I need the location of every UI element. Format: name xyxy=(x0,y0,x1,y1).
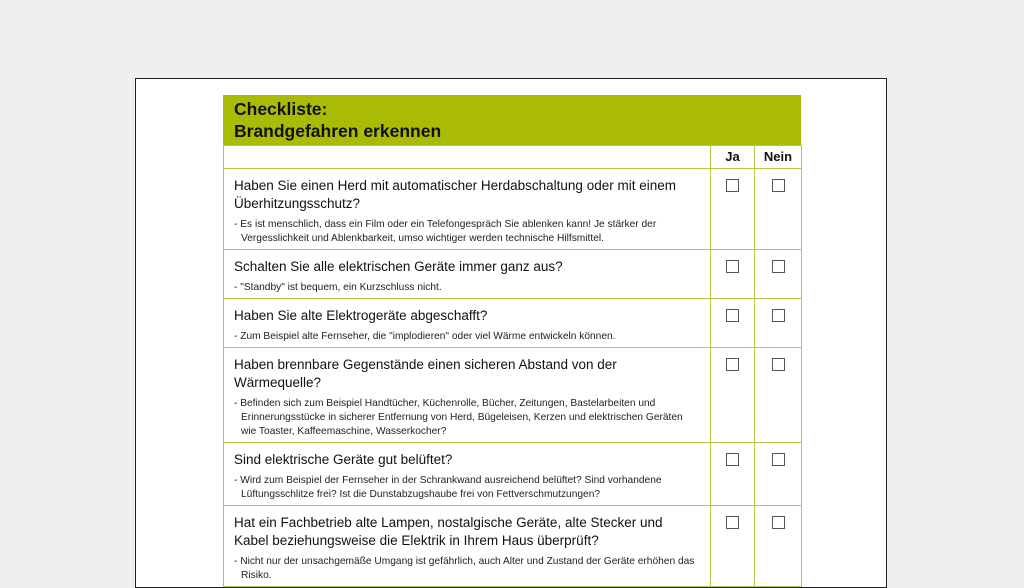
question-text: Schalten Sie alle elektrischen Geräte immer ganz aus? xyxy=(234,259,563,274)
yes-checkbox[interactable] xyxy=(726,309,739,322)
question-cell xyxy=(224,250,711,299)
checklist-row xyxy=(224,250,802,299)
no-cell xyxy=(755,169,802,250)
column-header-row xyxy=(224,146,802,169)
question-note: - Zum Beispiel alte Fernseher, die "implodieren" oder viel Wärme entwickeln können. xyxy=(234,331,616,342)
yes-checkbox[interactable] xyxy=(726,358,739,371)
yes-cell xyxy=(711,250,755,299)
no-checkbox[interactable] xyxy=(772,358,785,371)
no-column-header: Nein xyxy=(755,146,802,169)
question-note: - Es ist menschlich, dass ein Film oder ein Telefongespräch Sie ablenken kann! Je stärker der Vergesslichkeit und Ablenkbarkeit, umso wichtiger werden technische Hilfsmittel. xyxy=(234,219,657,244)
checklist-row xyxy=(224,443,802,506)
question-text: Haben Sie einen Herd mit automatischer Herdabschaltung oder mit einem Überhitzungsschutz? xyxy=(234,178,676,211)
no-checkbox[interactable] xyxy=(772,179,785,192)
no-checkbox[interactable] xyxy=(772,516,785,529)
question-cell xyxy=(224,443,711,506)
question-cell xyxy=(224,348,711,443)
checklist-header xyxy=(223,95,801,145)
no-checkbox[interactable] xyxy=(772,453,785,466)
checklist-title-line2: Brandgefahren erkennen xyxy=(234,121,442,141)
checklist-row xyxy=(224,299,802,348)
yes-checkbox[interactable] xyxy=(726,453,739,466)
checklist-row xyxy=(224,506,802,587)
question-note: - Nicht nur der unsachgemäße Umgang ist gefährlich, auch Alter und Zustand der Geräte erhöhen das Risiko. xyxy=(234,556,695,581)
question-cell xyxy=(224,506,711,587)
question-note: - Befinden sich zum Beispiel Handtücher, Küchenrolle, Bücher, Zeitungen, Bastelarbeiten und Erinnerungsstücke in sicherer Entfernung von Herd, Bügeleisen, Kerzen und elektrischen Geräten wie Toaster, Kaffeemaschine, Wasserkocher? xyxy=(234,398,683,437)
question-note: - "Standby" ist bequem, ein Kurzschluss nicht. xyxy=(234,282,442,293)
question-text: Haben brennbare Gegenstände einen sicheren Abstand von der Wärmequelle? xyxy=(234,357,617,390)
no-cell xyxy=(755,443,802,506)
question-text: Hat ein Fachbetrieb alte Lampen, nostalgische Geräte, alte Stecker und Kabel beziehungsweise die Elektrik in Ihrem Haus überprüft? xyxy=(234,515,663,548)
question-cell xyxy=(224,169,711,250)
checklist-sheet xyxy=(223,95,801,587)
yes-checkbox[interactable] xyxy=(726,516,739,529)
no-cell xyxy=(755,506,802,587)
question-column-header xyxy=(224,146,711,169)
question-text: Sind elektrische Geräte gut belüftet? xyxy=(234,452,453,467)
no-checkbox[interactable] xyxy=(772,309,785,322)
question-text: Haben Sie alte Elektrogeräte abgeschafft? xyxy=(234,308,488,323)
question-note: - Wird zum Beispiel der Fernseher in der Schrankwand ausreichend belüftet? Sind vorhandene Lüftungsschlitze frei? Ist die Dunstabzugshaube frei von Fettverschmutzungen? xyxy=(234,475,662,500)
yes-cell xyxy=(711,348,755,443)
yes-cell xyxy=(711,299,755,348)
no-cell xyxy=(755,250,802,299)
yes-column-header: Ja xyxy=(711,146,755,169)
yes-checkbox[interactable] xyxy=(726,179,739,192)
yes-cell xyxy=(711,443,755,506)
document-frame xyxy=(135,78,887,588)
yes-cell xyxy=(711,506,755,587)
yes-cell xyxy=(711,169,755,250)
checklist-table xyxy=(223,145,802,587)
no-cell xyxy=(755,348,802,443)
no-checkbox[interactable] xyxy=(772,260,785,273)
checklist-row xyxy=(224,169,802,250)
checklist-row xyxy=(224,348,802,443)
checklist-title-line1: Checkliste: xyxy=(234,99,328,119)
no-cell xyxy=(755,299,802,348)
question-cell xyxy=(224,299,711,348)
yes-checkbox[interactable] xyxy=(726,260,739,273)
